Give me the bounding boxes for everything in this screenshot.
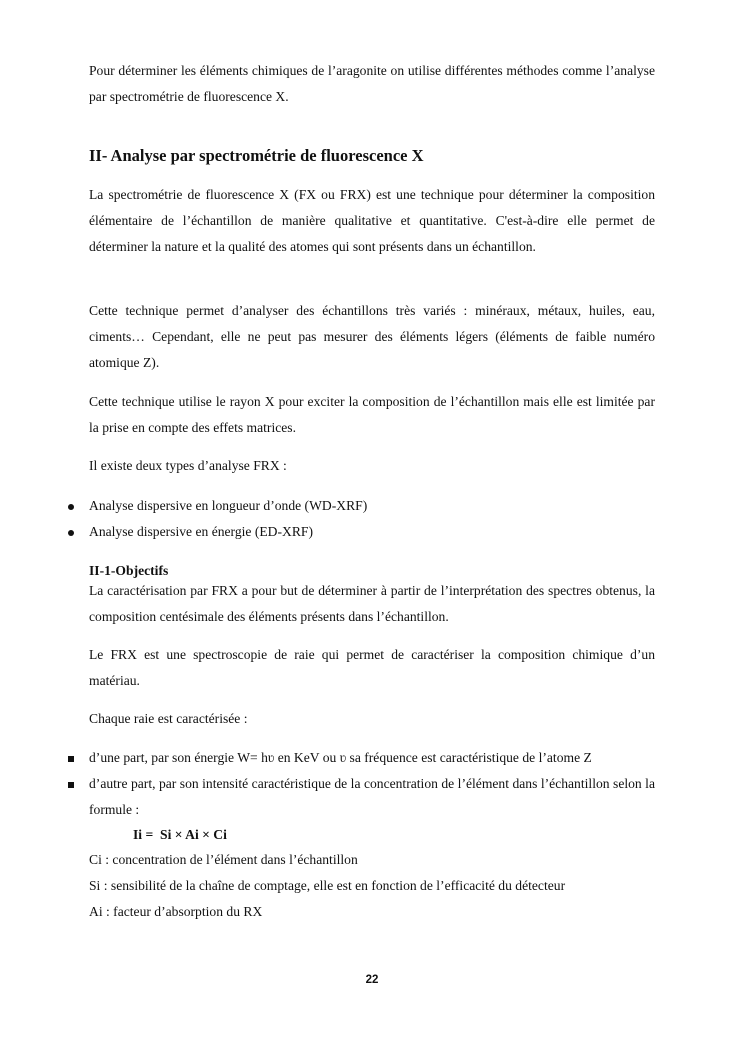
definition-ci: Ci : concentration de l’élément dans l’échantillon [89,852,358,867]
paragraph-samples: Cette technique permet d’analyser des échantillons très variés : minéraux, métaux, huiles, eau, ciments… Cependant, elle ne peut pas mesurer des éléments légers (éléments de faible numéro atomique Z). [89,303,655,370]
bullet-square-icon [64,745,78,771]
paragraph-limitations: Cette technique utilise le rayon X pour exciter la composition de l’échantillon mais elle est limitée par la prise en compte des effets matrices. [89,394,655,435]
definition-si: Si : sensibilité de la chaîne de comptage, elle est en fonction de l’efficacité du détecteur [89,878,566,893]
list-item-intensity: d’autre part, par son intensité caractéristique de la concentration de l’élément dans l’échantillon selon la formule : [89,776,655,817]
section-title: II- Analyse par spectrométrie de fluorescence X [89,146,424,165]
bullet-dot-icon [64,493,78,519]
paragraph-line-spectroscopy: Le FRX est une spectroscopie de raie qui permet de caractériser la composition chimique d’un matériau. [89,647,655,688]
intensity-formula: Ii = Si × Ai × Ci [133,827,227,842]
bullet-dot-icon [64,519,78,545]
paragraph-types-intro: Il existe deux types d’analyse FRX : [89,458,287,473]
list-item-ed-xrf: Analyse dispersive en énergie (ED-XRF) [89,524,313,539]
intro-paragraph: Pour déterminer les éléments chimiques de l’aragonite on utilise différentes méthodes comme l’analyse par spectrométrie de fluorescence X. [89,63,655,104]
list-item-wd-xrf: Analyse dispersive en longueur d’onde (WD-XRF) [89,498,368,513]
list-item-energy: d’une part, par son énergie W= hʋ en KeV ou ʋ sa fréquence est caractéristique de l’atome Z [89,750,592,765]
subsection-title: II-1-Objectifs [89,563,169,578]
paragraph-line-characterized: Chaque raie est caractérisée : [89,711,248,726]
page-number: 22 [365,974,379,986]
paragraph-objective: La caractérisation par FRX a pour but de déterminer à partir de l’interprétation des spectres obtenus, la composition centésimale des éléments présents dans l’échantillon. [89,583,655,624]
bullet-square-icon [64,771,78,797]
paragraph-definition: La spectrométrie de fluorescence X (FX ou FRX) est une technique pour déterminer la composition élémentaire de l’échantillon de manière qualitative et quantitative. C'est-à-dire elle permet de déterminer la nature et la qualité des atomes qui sont présents dans un échantillon. [89,187,655,254]
definition-ai: Ai : facteur d’absorption du RX [89,904,263,919]
